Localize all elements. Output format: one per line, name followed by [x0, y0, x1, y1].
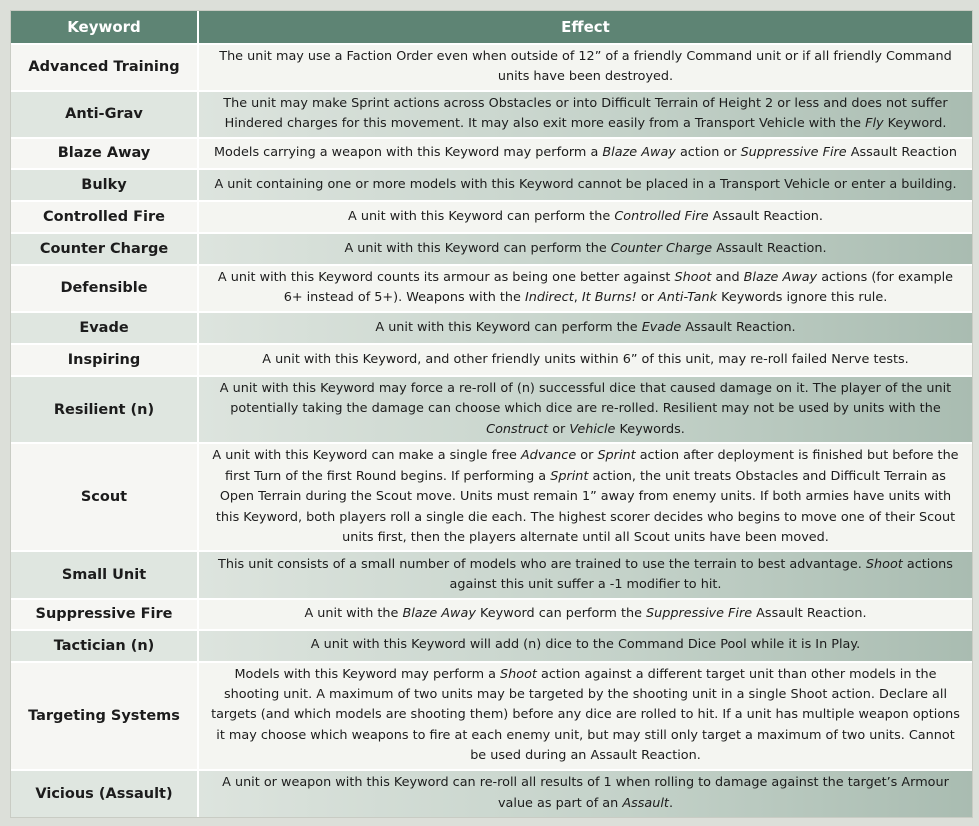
effect-text: Assault Reaction — [846, 145, 957, 161]
keyword-cell: Advanced Training — [11, 44, 198, 91]
effect-cell — [198, 312, 972, 344]
effect-text: actions (for example 6+ instead of 5+). Weapons with the — [283, 270, 954, 306]
keyword-cell: Scout — [11, 443, 198, 551]
keyword-cell: Bulky — [11, 169, 198, 201]
effect-text: A unit with this Keyword can perform the — [348, 208, 615, 224]
effect-cell — [198, 630, 972, 662]
effect-text: action after deployment is finished but before the first Turn of the first Round begins. If performing a — [225, 448, 959, 484]
effect-text: action, the unit treats Obstacles and Difficult Terrain as Open Terrain during the Scout move. Units must remain 1” away from enemy units. If both armies have units with this Keyword, both players roll a single die each. The highest scorer decides who begins to move one of their Scout units first, then the players alternate until all Scout units have been moved. — [215, 468, 956, 545]
keyword-cell: Vicious (Assault) — [11, 770, 198, 817]
effect-cell — [198, 44, 972, 91]
effect-text: A unit with this Keyword can perform the — [344, 240, 611, 256]
effect-text: Keyword can perform the — [475, 605, 647, 621]
effect-cell — [198, 599, 972, 630]
table-header-row — [11, 11, 972, 44]
effect-cell — [198, 443, 972, 551]
effect-text: or — [636, 290, 659, 306]
effect-text: Assault Reaction. — [712, 240, 827, 256]
effect-keyword-ref: Shoot — [674, 270, 712, 285]
keyword-cell: Small Unit — [11, 551, 198, 598]
effect-text: A unit with this Keyword counts its armour as being one better against — [217, 270, 675, 285]
effect-text: A unit with this Keyword will add (n) dice to the Command Dice Pool while it is In Play. — [310, 637, 861, 653]
effect-keyword-ref: Blaze Away — [743, 270, 818, 285]
effect-text: Keywords ignore this rule. — [717, 290, 888, 306]
keyword-cell: Evade — [11, 312, 198, 344]
effect-text: Assault Reaction. — [708, 208, 823, 224]
effect-cell — [198, 91, 972, 138]
effect-text: actions against this unit suffer a -1 modifier to hit. — [449, 556, 953, 593]
effect-text: Keyword. — [883, 116, 947, 132]
effect-column-header: Effect — [198, 11, 972, 44]
effect-text: action against a different target unit than other models in the shooting unit. A maximum of two units may be targeted by the shooting unit in a single Shoot action. Declare all targets (and which models are shooting them) before any dice are rolled to hit. If a unit has multiple weapon options it may choose which weapons to fire at each enemy unit, but may still only target a maximum of two units. Cannot be used during an Assault Reaction. — [211, 666, 960, 764]
effect-text: Assault Reaction. — [752, 605, 867, 621]
keyword-column-header: Keyword — [11, 11, 198, 44]
effect-keyword-ref: Shoot — [865, 556, 903, 572]
effect-keyword-ref: Blaze Away — [402, 605, 476, 621]
effect-keyword-ref: Suppressive Fire — [740, 145, 847, 161]
effect-cell — [198, 201, 972, 233]
effect-text: action or — [675, 145, 741, 161]
effect-keyword-ref: Evade — [641, 319, 682, 335]
effect-text: Models with this Keyword may perform a — [234, 666, 501, 682]
effect-text: Keywords. — [615, 421, 685, 437]
keyword-cell: Suppressive Fire — [11, 599, 198, 630]
effect-text: and — [711, 270, 744, 285]
keyword-cell: Tactician (n) — [11, 630, 198, 662]
effect-text: The unit may make Sprint actions across Obstacles or into Difficult Terrain of Height 2 or less and does not suffer Hindered charges for this movement. It may also exit more easily from a Transport Vehicle with the — [223, 95, 948, 132]
effect-keyword-ref: Sprint — [550, 468, 589, 484]
effect-cell — [198, 344, 972, 376]
keyword-table-container — [10, 10, 973, 818]
effect-cell — [198, 770, 972, 817]
effect-keyword-ref: Shoot — [500, 666, 537, 682]
effect-text: A unit containing one or more models with this Keyword cannot be placed in a Transport Vehicle or enter a building. — [214, 176, 957, 192]
keyword-table — [11, 11, 972, 817]
effect-text: A unit with this Keyword can make a single free — [212, 448, 521, 464]
effect-text: A unit with the — [304, 605, 403, 621]
effect-cell — [198, 376, 972, 443]
effect-cell — [198, 169, 972, 201]
keyword-cell: Targeting Systems — [11, 662, 198, 770]
effect-text: . — [668, 795, 674, 811]
effect-keyword-ref: Construct — [486, 421, 549, 437]
effect-cell — [198, 551, 972, 598]
keyword-cell: Resilient (n) — [11, 376, 198, 443]
effect-text: Assault Reaction. — [681, 319, 796, 335]
effect-text: Models carrying a weapon with this Keyword may perform a — [214, 145, 603, 161]
effect-text: This unit consists of a small number of models who are trained to use the terrain to best advantage. — [218, 556, 866, 572]
keyword-cell: Counter Charge — [11, 233, 198, 265]
effect-keyword-ref: Blaze Away — [602, 145, 676, 161]
effect-text: A unit with this Keyword may force a re-roll of (n) successful dice that caused damage on it. The player of the unit potentially taking the damage can choose which dice are re-rolled. Resilient may not be used by units with the — [219, 381, 952, 417]
effect-text: , — [573, 290, 582, 306]
effect-keyword-ref: Indirect — [524, 290, 574, 306]
effect-cell — [198, 138, 972, 169]
keyword-cell: Defensible — [11, 265, 198, 312]
keyword-cell: Blaze Away — [11, 138, 198, 169]
effect-keyword-ref: Vehicle — [569, 421, 616, 437]
effect-keyword-ref: Advance — [520, 448, 577, 464]
effect-keyword-ref: Assault — [622, 795, 669, 811]
effect-keyword-ref: It Burns! — [581, 290, 637, 306]
effect-keyword-ref: Controlled Fire — [614, 208, 709, 224]
effect-text: The unit may use a Faction Order even when outside of 12” of a friendly Command unit or if all friendly Command units have been destroyed. — [219, 49, 952, 85]
keyword-cell: Anti-Grav — [11, 91, 198, 138]
effect-text: or — [576, 448, 598, 464]
effect-keyword-ref: Sprint — [597, 448, 636, 464]
effect-cell — [198, 662, 972, 770]
effect-keyword-ref: Counter Charge — [610, 240, 713, 256]
effect-text: A unit with this Keyword can perform the — [375, 319, 642, 335]
keyword-cell: Inspiring — [11, 344, 198, 376]
effect-text: A unit or weapon with this Keyword can re-roll all results of 1 when rolling to damage against the target’s Armour value as part of an — [222, 775, 949, 811]
effect-keyword-ref: Fly — [865, 116, 884, 132]
keyword-cell: Controlled Fire — [11, 201, 198, 233]
effect-text: or — [548, 421, 570, 437]
effect-text: A unit with this Keyword, and other friendly units within 6” of this unit, may re-roll failed Nerve tests. — [262, 351, 909, 367]
effect-keyword-ref: Suppressive Fire — [646, 605, 753, 621]
effect-keyword-ref: Anti-Tank — [658, 290, 718, 306]
effect-cell — [198, 265, 972, 312]
effect-cell — [198, 233, 972, 265]
